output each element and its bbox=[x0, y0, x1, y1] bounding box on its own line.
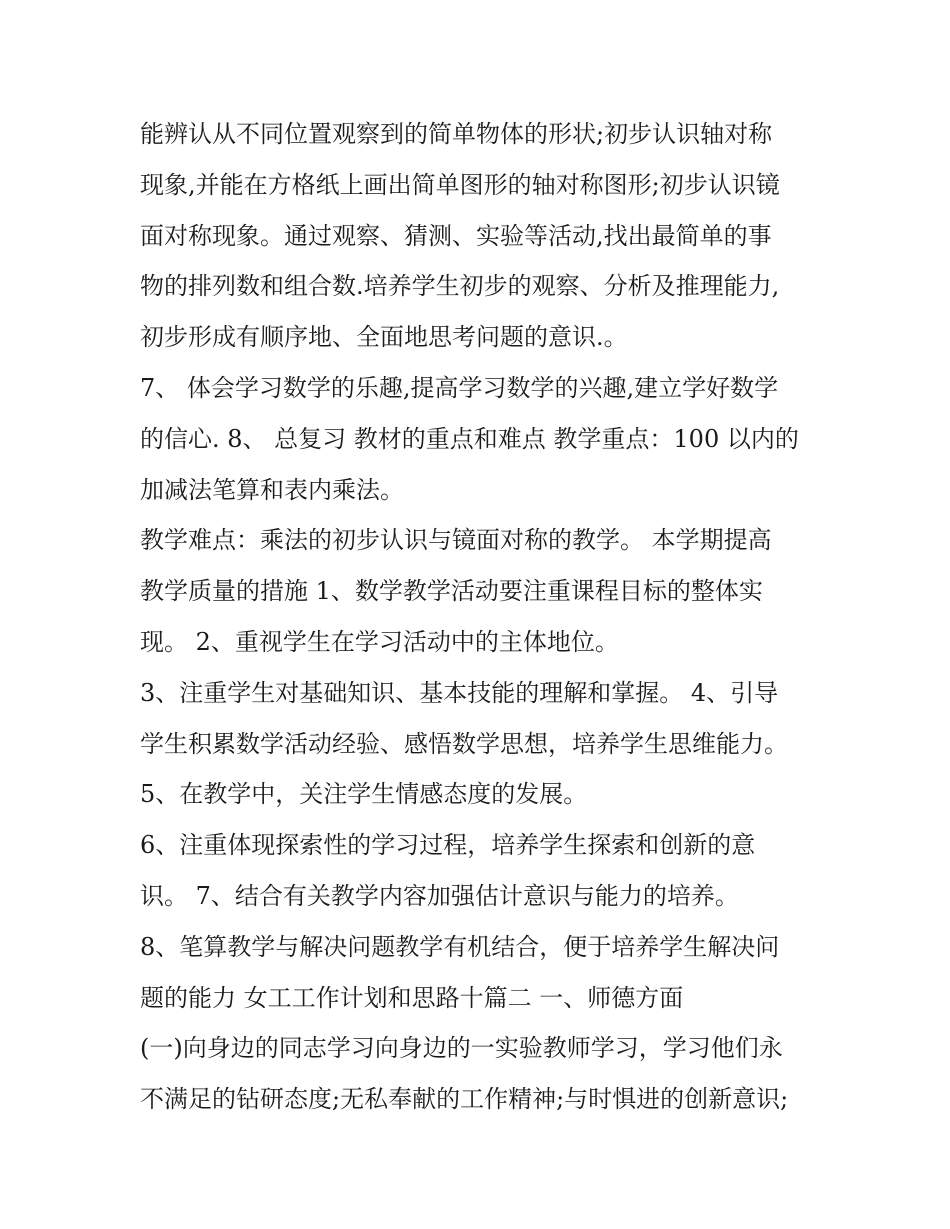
text-line: 加减法笔算和表内乘法。 bbox=[140, 475, 404, 504]
text-line: 面对称现象。通过观察、猜测、实验等活动,找出最简单的事 bbox=[140, 221, 772, 250]
text-line: 的信心. 8、 总复习 教材的重点和难点 教学重点：100 以内的 bbox=[140, 424, 799, 453]
text-line: 题的能力 女工工作计划和思路十篇二 一、师德方面 bbox=[140, 983, 684, 1012]
body-text bbox=[140, 109, 830, 1125]
text-line: 8、笔算教学与解决问题教学有机结合，便于培养学生解决问 bbox=[140, 932, 780, 961]
text-line: 7、 体会学习数学的乐趣,提高学习数学的兴趣,建立学好数学 bbox=[140, 373, 779, 402]
text-line: 初步形成有顺序地、全面地思考问题的意识.。 bbox=[140, 323, 628, 352]
text-line: (一)向身边的同志学习向身边的一实验教师学习，学习他们永 bbox=[140, 1034, 783, 1063]
text-line: 教学质量的措施 1、数学教学活动要注重课程目标的整体实 bbox=[140, 577, 763, 606]
text-line: 现象,并能在方格纸上画出简单图形的轴对称图形;初步认识镜 bbox=[140, 170, 780, 199]
text-line: 现。 2、重视学生在学习活动中的主体地位。 bbox=[140, 627, 619, 656]
text-line: 3、注重学生对基础知识、基本技能的理解和掌握。 4、引导 bbox=[140, 678, 779, 707]
text-line: 识。 7、结合有关教学内容加强估计意识与能力的培养。 bbox=[140, 881, 739, 910]
text-line: 不满足的钻研态度;无私奉献的工作精神;与时惧进的创新意识; bbox=[140, 1085, 789, 1114]
text-line: 物的排列数和组合数.培养学生初步的观察、分析及推理能力, bbox=[140, 272, 780, 301]
text-line: 6、注重体现探索性的学习过程，培养学生探索和创新的意 bbox=[140, 831, 756, 860]
text-line: 能辨认从不同位置观察到的简单物体的形状;初步认识轴对称 bbox=[140, 120, 773, 148]
text-line: 学生积累数学活动经验、感悟数学思想，培养学生思维能力。 bbox=[140, 729, 788, 758]
text-line: 5、在教学中，关注学生情感态度的发展。 bbox=[140, 780, 588, 809]
text-line: 教学难点：乘法的初步认识与镜面对称的教学。 本学期提高 bbox=[140, 526, 772, 555]
